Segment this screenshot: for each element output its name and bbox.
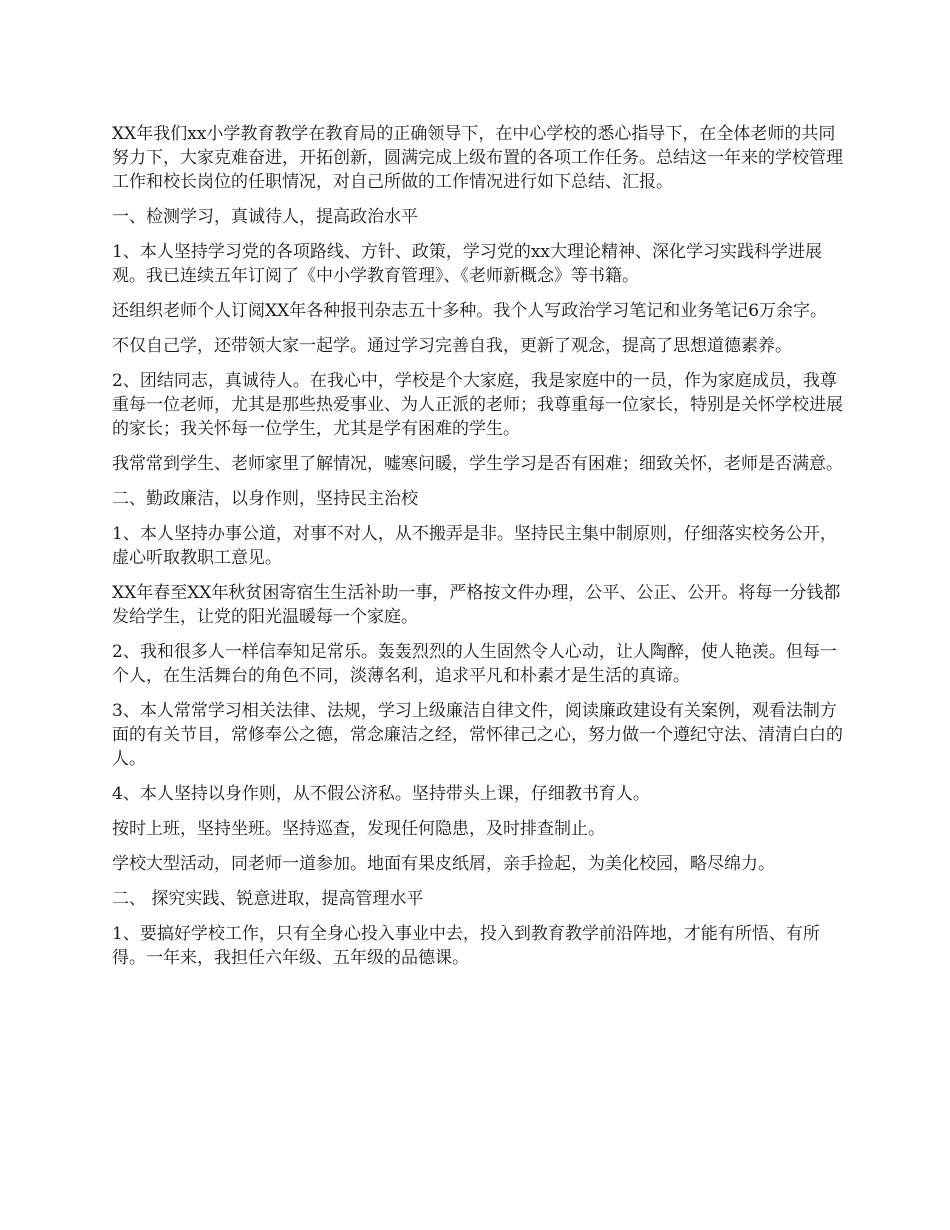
paragraph: XX年春至XX年秋贫困寄宿生生活补助一事，严格按文件办理，公平、公正、公开。将每一分钱都发给学生，让党的阳光温暖每一个家庭。: [112, 583, 841, 627]
section-heading-2: 二、勤政廉洁，以身作则，坚持民主治校: [112, 489, 418, 509]
paragraph: 我常常到学生、老师家里了解情况，嘘寒问暖，学生学习是否有困难；细致关怀，老师是否满意。: [112, 454, 843, 474]
section-heading-1: 一、检测学习，真诚待人，提高政治水平: [112, 207, 418, 227]
paragraph: 2、我和很多人一样信奉知足常乐。轰轰烈烈的人生固然令人心动，让人陶醉，使人艳羡。但每一个人，在生活舞台的角色不同，淡薄名利，追求平凡和朴素才是生活的真谛。: [112, 642, 837, 686]
paragraph: 3、本人常常学习相关法律、法规，学习上级廉洁自律文件，阅读廉政建设有关案例，观看法制方面的有关节目，常修奉公之德，常念廉洁之经，常怀律己之心，努力做一个遵纪守法、清清白白的人。: [112, 701, 843, 769]
paragraph: 1、本人坚持学习党的各项路线、方针、政策，学习党的xx大理论精神、深化学习实践科学进展观。我已连续五年订阅了《中小学教育管理》、《老师新概念》等书籍。: [112, 242, 822, 286]
paragraph: 1、要搞好学校工作，只有全身心投入事业中去，投入到教育教学前沿阵地，才能有所悟、有所得。一年来，我担任六年级、五年级的品德课。: [112, 924, 820, 968]
intro-paragraph: XX年我们xx小学教育教学在教育局的正确领导下，在中心学校的悉心指导下，在全体老师的共同努力下，大家克难奋进，开拓创新，圆满完成上级布置的各项工作任务。总结这一年来的学校管理工作和校长岗位的任职情况，对自己所做的工作情况进行如下总结、汇报。: [112, 124, 843, 192]
paragraph: 按时上班，坚持坐班。坚持巡查，发现任何隐患，及时排查制止。: [112, 819, 605, 839]
paragraph: 4、本人坚持以身作则，从不假公济私。坚持带头上课，仔细教书育人。: [112, 784, 650, 804]
document-body: [112, 122, 844, 981]
paragraph: 1、本人坚持办事公道，对事不对人，从不搬弄是非。坚持民主集中制原则，仔细落实校务公开，虚心听取教职工意见。: [112, 524, 837, 568]
paragraph: 2、团结同志，真诚待人。在我心中，学校是个大家庭，我是家庭中的一员，作为家庭成员，我尊重每一位老师，尤其是那些热爱事业、为人正派的老师；我尊重每一位家长，特别是关怀学校进展的家长；我关怀每一位学生，尤其是学有困难的学生。: [112, 371, 843, 439]
paragraph: 不仅自己学，还带领大家一起学。通过学习完善自我，更新了观念，提高了思想道德素养。: [112, 336, 792, 356]
paragraph: 还组织老师个人订阅XX年各种报刊杂志五十多种。我个人写政治学习笔记和业务笔记6万余字。: [112, 301, 828, 321]
section-heading-3: 二、 探究实践、锐意进取，提高管理水平: [112, 889, 424, 909]
paragraph: 学校大型活动，同老师一道参加。地面有果皮纸屑，亲手捡起，为美化校园，略尽绵力。: [112, 854, 775, 874]
